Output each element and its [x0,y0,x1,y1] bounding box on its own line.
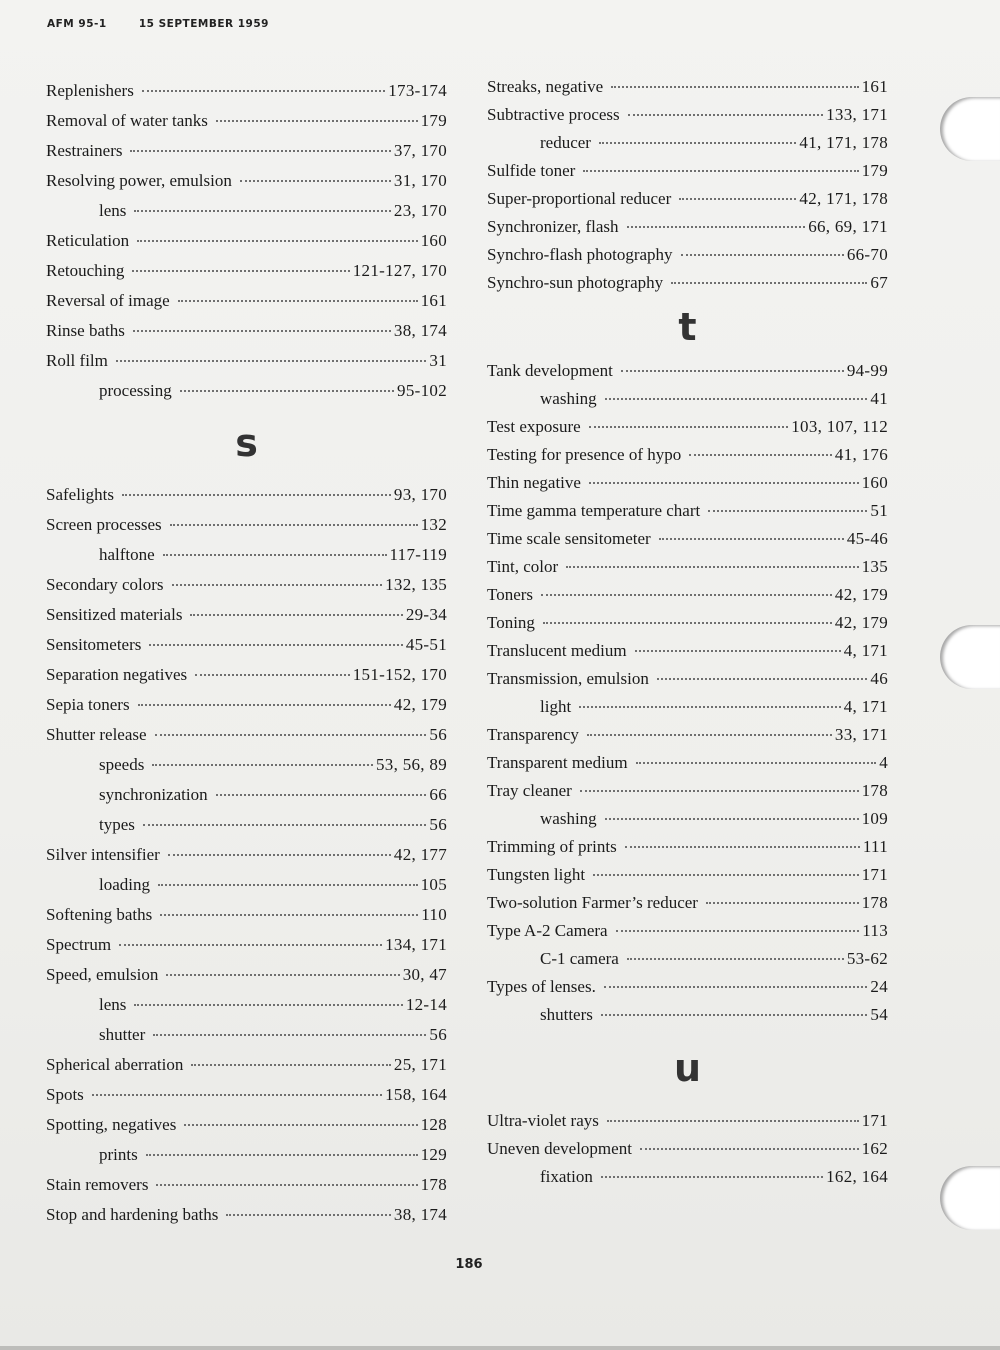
entry-term: Testing for presence of hypo [487,445,682,464]
dot-leader [134,210,391,212]
index-entry [46,600,447,630]
index-entry [46,1080,447,1110]
entry-term: Replenishers [46,81,134,100]
entry-term: Sulfide toner [487,161,576,180]
index-entry [487,469,888,497]
entry-pages: 178 [861,781,888,800]
entry-pages: 38, 174 [393,321,447,340]
dot-leader [640,1148,859,1150]
index-entry [46,1050,447,1080]
entry-term: Ultra-violet rays [487,1111,599,1130]
index-entry [487,609,888,637]
entry-pages: 113 [862,921,888,940]
entry-pages: 160 [420,231,447,250]
dot-leader [605,398,868,400]
entry-pages: 135 [861,557,888,576]
index-entry [46,106,447,136]
entry-pages: 179 [420,111,447,130]
entry-term: Reversal of image [46,291,170,310]
dot-leader [625,846,860,848]
entry-term: Spherical aberration [46,1055,184,1074]
index-subentry [487,129,888,157]
dot-leader [156,1184,417,1186]
index-entry [487,213,888,241]
section-letter-t: t [678,305,697,349]
dot-leader [605,818,859,820]
index-entry [46,900,447,930]
document-date: 15 SEPTEMBER 1959 [138,18,269,30]
entry-term: Spectrum [46,935,112,954]
index-entry [46,660,447,690]
index-entry [487,637,888,665]
index-column-right [487,73,888,1191]
entry-pages: 42, 179 [834,585,888,604]
index-subentry [487,1163,888,1191]
entry-pages: 29-34 [405,605,447,624]
entry-term: Spots [46,1085,84,1104]
entry-pages: 12-14 [405,995,447,1014]
entry-pages: 46 [870,669,888,688]
index-entry [487,413,888,441]
entry-pages: 66, 69, 171 [808,217,888,236]
entry-pages: 133, 171 [826,105,888,124]
index-subentry [487,945,888,973]
index-entry [46,76,447,106]
dot-leader [133,330,391,332]
dot-leader [116,360,427,362]
entry-pages: 160 [861,473,888,492]
entry-term: washing [540,809,597,828]
entry-term: Resolving power, emulsion [46,171,232,190]
index-entry [487,157,888,185]
entry-pages: 41, 171, 178 [799,133,888,152]
dot-leader [143,824,427,826]
dot-leader [160,914,418,916]
index-entry [487,269,888,297]
entry-term: Stop and hardening baths [46,1205,219,1224]
dot-leader [635,650,841,652]
index-subentry [487,385,888,413]
dot-leader [587,734,832,736]
dot-leader [190,614,402,616]
entry-pages: 67 [870,273,888,292]
entry-term: light [540,697,572,716]
entry-pages: 171 [861,1111,888,1130]
entry-pages: 31 [429,351,447,370]
entry-term: Secondary colors [46,575,164,594]
dot-leader [226,1214,391,1216]
index-entry [46,136,447,166]
entry-pages: 121-127, 170 [352,261,447,280]
entry-pages: 117-119 [389,545,447,564]
entry-term: Speed, emulsion [46,965,159,984]
dot-leader [134,1004,402,1006]
entry-pages: 42, 179 [393,695,447,714]
entry-term: halftone [99,545,155,564]
dot-leader [708,510,867,512]
dot-leader [137,240,418,242]
entry-term: prints [99,1145,138,1164]
dot-leader [611,86,858,88]
index-entry [487,525,888,553]
dot-leader [604,986,868,988]
entry-pages: 173-174 [388,81,447,100]
entry-term: Time scale sensitometer [487,529,651,548]
entry-pages: 42, 177 [393,845,447,864]
dot-leader [607,1120,859,1122]
entry-pages: 4 [879,753,888,772]
section-letter-s: s [235,421,258,465]
entry-term: Safelights [46,485,114,504]
dot-leader [589,426,789,428]
dot-leader [583,170,858,172]
index-entry [487,553,888,581]
page-number: 186 [455,1257,483,1272]
entry-term: Super-proportional reducer [487,189,672,208]
dot-leader [178,300,418,302]
dot-leader [216,120,418,122]
entry-pages: 4, 171 [843,697,888,716]
entry-pages: 56 [429,1025,447,1044]
entry-pages: 25, 171 [393,1055,447,1074]
index-entry [46,480,447,510]
entry-term: Streaks, negative [487,77,604,96]
index-entry [46,226,447,256]
entry-term: Sensitometers [46,635,142,654]
dot-leader [627,958,844,960]
dot-leader [184,1124,417,1126]
entry-pages: 66 [429,785,447,804]
dot-leader [146,1154,418,1156]
dot-leader [191,1064,391,1066]
index-subentry [46,780,447,810]
entry-pages: 109 [861,809,888,828]
page-edge [0,1346,1000,1350]
index-entry [46,510,447,540]
entry-term: Sensitized materials [46,605,183,624]
entry-term: Separation negatives [46,665,188,684]
binder-hole [940,625,1000,689]
entry-pages: 4, 171 [843,641,888,660]
dot-leader [240,180,391,182]
index-entry [46,286,447,316]
index-subentry [487,693,888,721]
dot-leader [195,674,350,676]
entry-pages: 30, 47 [402,965,447,984]
entry-term: Toners [487,585,534,604]
index-entry [487,973,888,1001]
entry-pages: 151-152, 170 [352,665,447,684]
dot-leader [621,370,844,372]
entry-pages: 162, 164 [826,1167,888,1186]
entry-term: Two-solution Farmer’s reducer [487,893,698,912]
entry-term: Spotting, negatives [46,1115,177,1134]
entry-pages: 179 [861,161,888,180]
entry-term: speeds [99,755,145,774]
dot-leader [566,566,858,568]
index-subentry [46,870,447,900]
entry-pages: 24 [870,977,888,996]
dot-leader [657,678,868,680]
entry-term: Transparency [487,725,579,744]
index-entry [487,241,888,269]
entry-pages: 134, 171 [385,935,447,954]
page-header [47,18,269,30]
index-entry [46,630,447,660]
entry-term: Restrainers [46,141,123,160]
index-entry [487,497,888,525]
index-entry [46,316,447,346]
entry-term: Toning [487,613,535,632]
entry-pages: 53-62 [846,949,888,968]
entry-term: shutters [540,1005,593,1024]
index-entry [487,749,888,777]
index-subentry [46,1140,447,1170]
dot-leader [153,1034,426,1036]
dot-leader [142,90,385,92]
entry-term: washing [540,389,597,408]
index-subentry [46,990,447,1020]
entry-term: loading [99,875,150,894]
entry-pages: 53, 56, 89 [376,755,447,774]
entry-term: Sepia toners [46,695,130,714]
entry-term: processing [99,381,172,400]
index-entry [46,346,447,376]
index-entry [487,721,888,749]
entry-term: Silver intensifier [46,845,160,864]
entry-pages: 45-46 [846,529,888,548]
entry-pages: 162 [861,1139,888,1158]
entry-term: Synchronizer, flash [487,217,619,236]
entry-pages: 95-102 [397,381,447,400]
dot-leader [679,198,796,200]
index-entry [46,690,447,720]
entry-pages: 132, 135 [385,575,447,594]
dot-leader [132,270,349,272]
entry-pages: 45-51 [405,635,447,654]
entry-pages: 158, 164 [385,1085,447,1104]
index-entry [487,917,888,945]
dot-leader [636,762,877,764]
index-entry [487,833,888,861]
index-column-left [46,76,447,1230]
entry-pages: 161 [861,77,888,96]
dot-leader [170,524,418,526]
index-entry [487,581,888,609]
dot-leader [659,538,844,540]
index-entry [487,1135,888,1163]
dot-leader [681,254,844,256]
entry-term: synchronization [99,785,208,804]
index-subentry [46,376,447,406]
entry-term: Synchro-sun photography [487,273,664,292]
entry-term: fixation [540,1167,593,1186]
entry-term: Tank development [487,361,613,380]
entry-pages: 129 [420,1145,447,1164]
dot-leader [152,764,373,766]
dot-leader [122,494,391,496]
index-subentry [46,540,447,570]
dot-leader [180,390,394,392]
dot-leader [149,644,402,646]
entry-pages: 94-99 [846,361,888,380]
entry-term: Tungsten light [487,865,586,884]
dot-leader [138,704,391,706]
dot-leader [689,454,832,456]
index-entry [487,889,888,917]
dot-leader [163,554,387,556]
entry-pages: 56 [429,815,447,834]
entry-term: lens [99,995,127,1014]
dot-leader [601,1176,823,1178]
entry-pages: 66-70 [846,245,888,264]
index-entry [46,1110,447,1140]
binder-hole [940,97,1000,161]
dot-leader [166,974,399,976]
dot-leader [119,944,382,946]
entry-pages: 23, 170 [393,201,447,220]
entry-term: Tint, color [487,557,559,576]
index-entry [487,861,888,889]
dot-leader [168,854,391,856]
entry-pages: 171 [861,865,888,884]
index-subentry [487,805,888,833]
entry-term: Transmission, emulsion [487,669,649,688]
dot-leader [130,150,390,152]
entry-term: Tray cleaner [487,781,572,800]
dot-leader [671,282,867,284]
index-entry [46,570,447,600]
index-entry [487,185,888,213]
entry-pages: 37, 170 [393,141,447,160]
entry-term: Removal of water tanks [46,111,208,130]
entry-pages: 105 [420,875,447,894]
entry-term: Trimming of prints [487,837,617,856]
entry-pages: 178 [861,893,888,912]
index-entry [46,960,447,990]
index-subentry [46,1020,447,1050]
entry-term: Stain removers [46,1175,149,1194]
entry-pages: 110 [421,905,447,924]
dot-leader [706,902,859,904]
entry-term: Time gamma temperature chart [487,501,701,520]
entry-term: Rinse baths [46,321,125,340]
dot-leader [627,226,806,228]
entry-pages: 42, 179 [834,613,888,632]
binder-hole [940,1166,1000,1230]
document-id: AFM 95-1 [47,18,107,30]
entry-pages: 103, 107, 112 [791,417,888,436]
index-entry [487,73,888,101]
dot-leader [589,482,859,484]
entry-term: Type A-2 Camera [487,921,608,940]
entry-pages: 132 [420,515,447,534]
dot-leader [541,594,832,596]
entry-term: Retouching [46,261,125,280]
entry-term: Roll film [46,351,108,370]
entry-pages: 93, 170 [393,485,447,504]
entry-term: Softening baths [46,905,153,924]
index-subentry [46,810,447,840]
index-entry [46,720,447,750]
entry-term: Thin negative [487,473,581,492]
entry-term: Transparent medium [487,753,628,772]
dot-leader [158,884,418,886]
dot-leader [216,794,427,796]
dot-leader [628,114,823,116]
entry-term: lens [99,201,127,220]
index-entry [46,256,447,286]
entry-pages: 38, 174 [393,1205,447,1224]
dot-leader [593,874,859,876]
index-entry [487,665,888,693]
entry-pages: 42, 171, 178 [799,189,888,208]
entry-pages: 31, 170 [393,171,447,190]
entry-pages: 111 [862,837,888,856]
index-entry [46,840,447,870]
index-subentry [46,750,447,780]
index-entry [487,777,888,805]
dot-leader [599,142,796,144]
entry-term: Synchro-flash photography [487,245,673,264]
dot-leader [579,706,841,708]
dot-leader [543,622,832,624]
dot-leader [92,1094,382,1096]
entry-pages: 178 [420,1175,447,1194]
section-letter-u: u [673,1046,702,1090]
index-subentry [46,196,447,226]
entry-term: Types of lenses. [487,977,596,996]
dot-leader [172,584,383,586]
dot-leader [580,790,859,792]
entry-term: Reticulation [46,231,130,250]
index-entry [46,166,447,196]
dot-leader [601,1014,868,1016]
index-entry [487,1107,888,1135]
dot-leader [616,930,860,932]
entry-term: Translucent medium [487,641,627,660]
entry-term: Uneven development [487,1139,632,1158]
entry-pages: 41, 176 [834,445,888,464]
index-entry [46,1200,447,1230]
entry-term: reducer [540,133,591,152]
entry-term: Screen processes [46,515,162,534]
entry-term: shutter [99,1025,146,1044]
entry-pages: 51 [870,501,888,520]
entry-term: Shutter release [46,725,147,744]
dot-leader [155,734,427,736]
entry-pages: 56 [429,725,447,744]
entry-term: Test exposure [487,417,581,436]
entry-pages: 33, 171 [834,725,888,744]
index-entry [487,357,888,385]
entry-pages: 54 [870,1005,888,1024]
entry-pages: 128 [420,1115,447,1134]
index-entry [46,930,447,960]
index-entry [46,1170,447,1200]
entry-pages: 41 [870,389,888,408]
index-subentry [487,1001,888,1029]
entry-term: types [99,815,135,834]
index-entry [487,101,888,129]
index-entry [487,441,888,469]
entry-pages: 161 [420,291,447,310]
entry-term: C-1 camera [540,949,619,968]
entry-term: Subtractive process [487,105,620,124]
